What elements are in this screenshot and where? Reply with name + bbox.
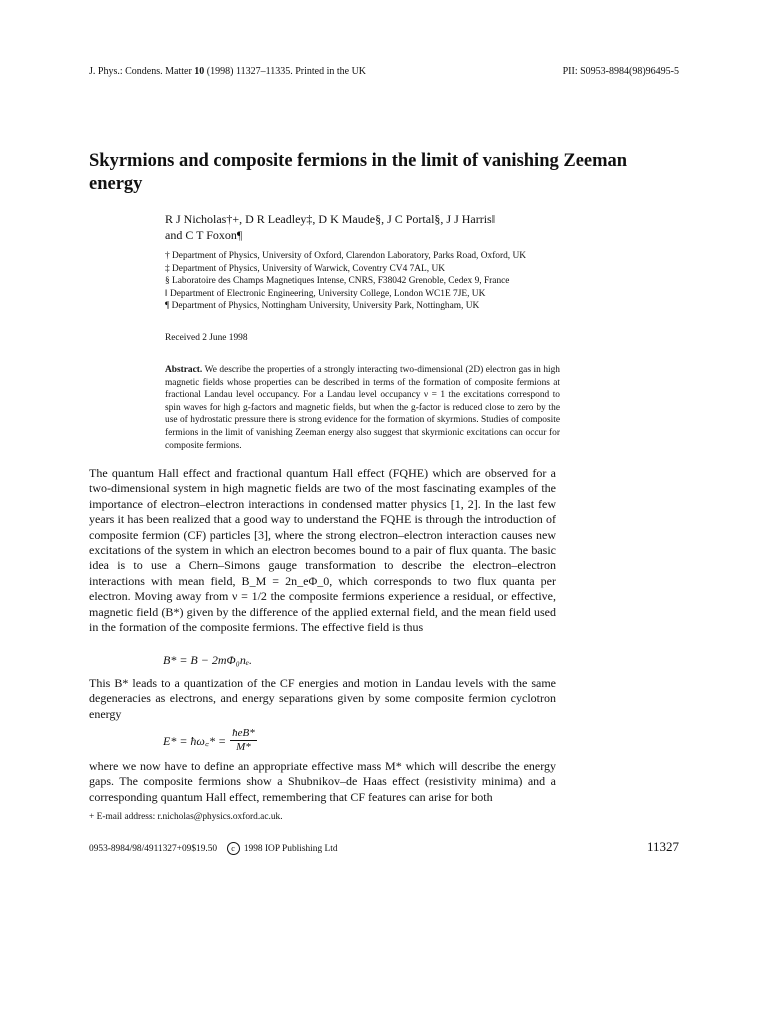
running-header	[89, 66, 679, 77]
author-list	[165, 211, 625, 243]
body-paragraph-2: This B* leads to a quantization of the CF energies and motion in Landau levels with the same degeneracies as electrons, and energy separations given by some composite fermion cyclotron energy	[89, 676, 556, 721]
fraction-denominator: M*	[236, 741, 251, 753]
page-footer	[89, 839, 679, 855]
abstract	[165, 364, 560, 452]
copyright-icon: c	[227, 842, 240, 855]
footnote-email: + E-mail address: r.nicholas@physics.oxford.ac.uk.	[89, 812, 283, 822]
affiliation-list	[165, 250, 605, 313]
body-paragraph-3: where we now have to define an appropriate effective mass M* which will describe the energy gaps. The composite fermions show a Shubnikov–de Haas effect (resistivity minima) and a corresponding quantum Hall effect, remembering that CF features can arise for both	[89, 759, 556, 804]
issn-code: 0953-8984/98/4911327+09$19.50	[89, 844, 218, 854]
equation-lhs: E* = ħω꜀* =	[163, 734, 227, 748]
footer-left	[89, 842, 338, 855]
abstract-label: Abstract.	[165, 365, 203, 375]
equation-fraction	[230, 727, 257, 754]
copyright-text: 1998 IOP Publishing Ltd	[243, 844, 338, 854]
affiliation-item: ‡ Department of Physics, University of Warwick, Coventry CV4 7AL, UK	[165, 263, 446, 274]
paper-title: Skyrmions and composite fermions in the limit of vanishing Zeeman energy	[89, 151, 628, 194]
authors-line-2: and C T Foxon¶	[165, 228, 243, 242]
affiliation-item: § Laboratoire des Champs Magnetiques Intense, CNRS, F38042 Grenoble, Cedex 9, France	[165, 276, 510, 287]
fraction-numerator: ħeB*	[232, 727, 255, 739]
equation-cyclotron-energy	[163, 727, 257, 754]
body-paragraph-1: The quantum Hall effect and fractional quantum Hall effect (FQHE) which are observed for a two-dimensional system in high magnetic fields are two of the most fascinating examples of the importance of electron–electron interactions in condensed matter physics [1, 2]. In the last few years it has been realized that a good way to understand the FQHE is through the introduction of composite fermion (CF) particles [3], where the strong electron–electron interaction causes new excitations of the system in which an electron becomes bound to a pair of flux quanta. The basic idea is to use a Chern–Simons gauge transformation to describe the electron–electron interactions with mean field, B_M = 2n_eΦ_0, which corresponds to two flux quanta per electron. Moving away from ν = 1/2 the composite fermions experience a residual, or effective, magnetic field (B*) given by the difference of the applied external field, and the mean field used in the formation of the composite fermions. The effective field is thus	[89, 466, 556, 635]
journal-citation: J. Phys.: Condens. Matter 10 (1998) 11327–11335. Printed in the UK	[89, 66, 367, 77]
abstract-text: We describe the properties of a strongly interacting two-dimensional (2D) electron gas in high magnetic fields whose properties can be described in terms of the formation of composite fermions at fractional Landau level occupancy. For a Landau level occupancy ν = 1 the excitations correspond to spin waves for high g-factors and magnetic fields, but when the g-factor is reduced close to zero by the use of hydrostatic pressure there is strong evidence for the formation of skyrmions. Studies of composite fermions in the limit of vanishing Zeeman energy also suggest that skyrmionic excitations can occur for composite fermions.	[165, 365, 560, 451]
affiliation-item: ‖ Department of Electronic Engineering, University College, London WC1E 7JE, UK	[165, 288, 486, 299]
authors-line-1: R J Nicholas†+, D R Leadley‡, D K Maude§, J C Portal§, J J Harris‖	[165, 212, 496, 226]
page-number: 11327	[646, 839, 679, 854]
affiliation-item: ¶ Department of Physics, Nottingham University, University Park, Nottingham, UK	[165, 301, 480, 312]
affiliation-item: † Department of Physics, University of Oxford, Clarendon Laboratory, Parks Road, Oxford, UK	[165, 251, 527, 261]
pii-code: PII: S0953-8984(98)96495-5	[562, 66, 679, 77]
received-date: Received 2 June 1998	[165, 333, 248, 343]
equation-effective-field: B* = B − 2mΦ₀nₑ.	[163, 653, 252, 667]
journal-volume: 10	[194, 66, 205, 77]
